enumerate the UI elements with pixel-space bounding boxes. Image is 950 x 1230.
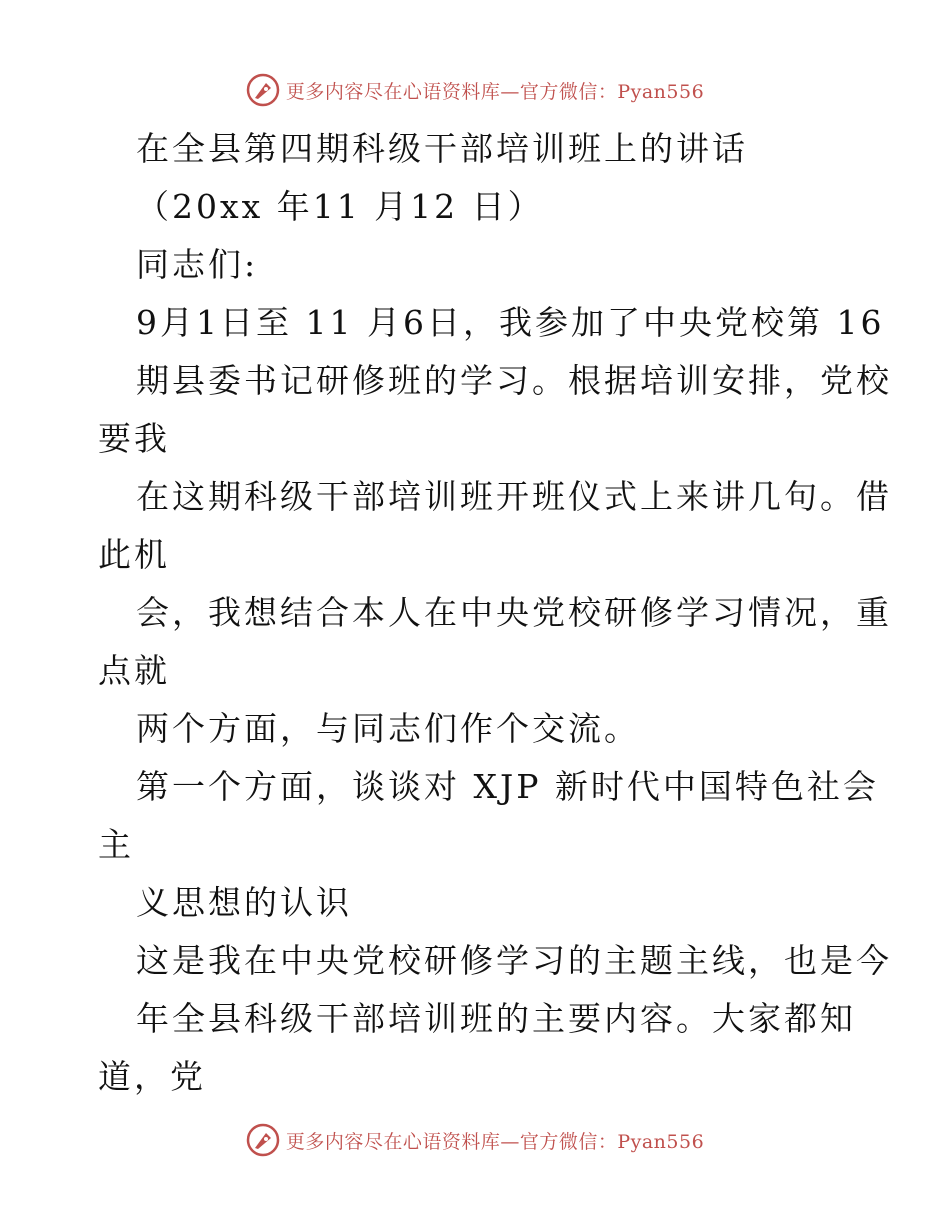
- text-line: 这是我在中央党校研修学习的主题主线，也是今: [136, 941, 892, 980]
- watermark-text: 更多内容尽在心语资料库—官方微信：Pyan556: [285, 80, 705, 103]
- header-watermark: [0, 70, 950, 110]
- text-line: 在这期科级干部培训班开班仪式上来讲几句。借: [136, 477, 892, 516]
- section-heading: 第一个方面，谈谈对 XJP 新时代中国特色社会: [136, 767, 879, 806]
- text-line: 要我: [98, 419, 170, 458]
- text-line: 道，党: [98, 1057, 206, 1096]
- text-line: 期县委书记研修班的学习。根据培训安排，党校: [136, 361, 892, 400]
- document-title: 在全县第四期科级干部培训班上的讲话: [136, 129, 748, 168]
- text-line: 此机: [98, 535, 170, 574]
- pen-nib-logo-icon: [246, 1123, 280, 1157]
- text-line: 两个方面，与同志们作个交流。: [136, 709, 640, 748]
- text-line: 年全县科级干部培训班的主要内容。大家都知: [136, 999, 856, 1038]
- document-date: （20xx 年11 月12 日）: [136, 187, 544, 226]
- salutation: 同志们:: [136, 245, 259, 284]
- watermark-text: 更多内容尽在心语资料库—官方微信：Pyan556: [285, 1130, 705, 1153]
- text-line: 会，我想结合本人在中央党校研修学习情况，重: [136, 593, 892, 632]
- text-line: 点就: [98, 651, 170, 690]
- section-heading-continued: 义思想的认识: [136, 883, 352, 922]
- section-heading-continued: 主: [98, 825, 134, 864]
- document-body: [98, 120, 892, 1106]
- pen-nib-logo-icon: [246, 73, 280, 107]
- footer-watermark: [0, 1120, 950, 1160]
- text-line: 9月1日至 11 月6日，我参加了中央党校第 16: [136, 303, 885, 342]
